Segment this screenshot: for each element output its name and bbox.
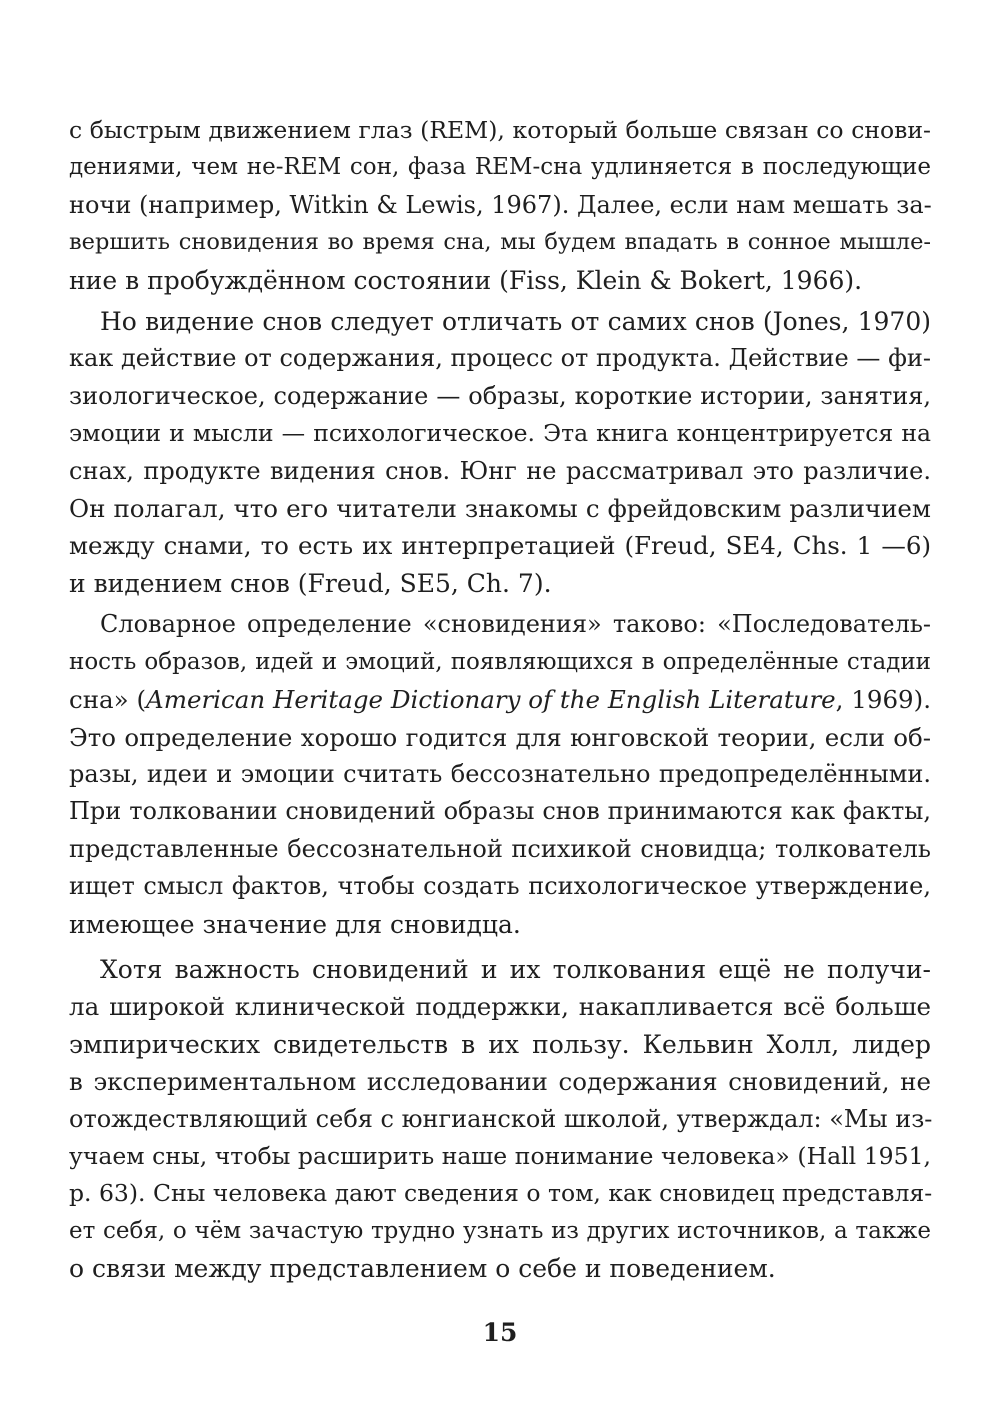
text-line: отождествляющий себя с юнгианской школой, утверждал: «Мы из- [69, 1104, 933, 1133]
text-line: При толковании сновидений образы снов принимаются как факты, [69, 797, 931, 826]
text-line: Словарное определение «сновидения» таково: «Последователь- [100, 610, 931, 639]
page-body [69, 112, 931, 1288]
text-line: вершить сновидения во время сна, мы будем впадать в сонное мышле- [69, 229, 931, 256]
paragraph-2 [69, 303, 931, 602]
paragraph-1 [69, 112, 931, 299]
text-line: о связи между представлением о себе и поведением. [69, 1254, 776, 1284]
book-title: American Heritage Dictionary of the English Literature [146, 685, 836, 715]
text-line: представленные бессознательной психикой сновидца; толкователь [69, 834, 931, 863]
text-line: снах, продукте видения снов. Юнг не рассматривал это различие. [69, 456, 931, 485]
text-line-with-citation [69, 681, 931, 718]
text-line: ночи (например, Witkin & Lewis, 1967). Далее, если нам мешать за- [69, 190, 932, 219]
text-line: между снами, то есть их интерпретацией (Freud, SE4, Chs. 1 —6) [69, 531, 931, 561]
text-line: эмоции и мысли — психологическое. Эта книга концентрируется на [69, 419, 931, 448]
text-line: Он полагал, что его читатели знакомы с фрейдовским различием [69, 494, 931, 524]
text-line: имеющее значение для сновидца. [69, 909, 521, 939]
text-line: дениями, чем не-REM сон, фаза REM-сна удлиняется в последующие [69, 154, 931, 181]
text-line: ищет смысл фактов, чтобы создать психологическое утверждение, [69, 872, 931, 901]
citation-open: сна» ( [69, 685, 147, 715]
text-line: как действие от содержания, процесс от продукта. Действие — фи- [69, 344, 931, 373]
text-line: зиологическое, содержание — образы, короткие истории, занятия, [69, 381, 931, 410]
citation-close: , 1969). [835, 685, 931, 715]
text-line: ет себя, о чём зачастую трудно узнать из других источников, а также [69, 1217, 931, 1244]
text-line: и видением снов (Freud, SE5, Ch. 7). [69, 568, 552, 598]
text-line: ла широкой клинической поддержки, накапливается всё больше [69, 992, 931, 1022]
text-line: эмпирических свидетельств в их пользу. Кельвин Холл, лидер [69, 1029, 931, 1059]
text-line: ние в пробуждённом состоянии (Fiss, Klein & Bokert, 1966). [69, 265, 863, 295]
text-line: с быстрым движением глаз (REM), который больше связан со снови- [69, 116, 931, 144]
text-line: учаем сны, чтобы расширить наше понимание человека» (Hall 1951, [69, 1141, 931, 1170]
text-line: Это определение хорошо годится для юнговской теории, если об- [69, 722, 931, 752]
paragraph-3 [69, 606, 931, 943]
text-line: p. 63). Сны человека дают сведения о том, как сновидец представля- [69, 1179, 933, 1208]
text-line: разы, идеи и эмоции считать бессознательно предопределёнными. [69, 759, 931, 788]
page-number: 15 [482, 1318, 518, 1347]
text-line: ность образов, идей и эмоций, появляющихся в определённые стадии [69, 648, 931, 675]
text-line: Но видение снов следует отличать от самих снов (Jones, 1970) [100, 307, 931, 337]
paragraph-4 [69, 951, 931, 1288]
text-line: в экспериментальном исследовании содержания сновидений, не [69, 1067, 931, 1097]
text-line: Хотя важность сновидений и их толкования ещё не получи- [100, 954, 931, 984]
